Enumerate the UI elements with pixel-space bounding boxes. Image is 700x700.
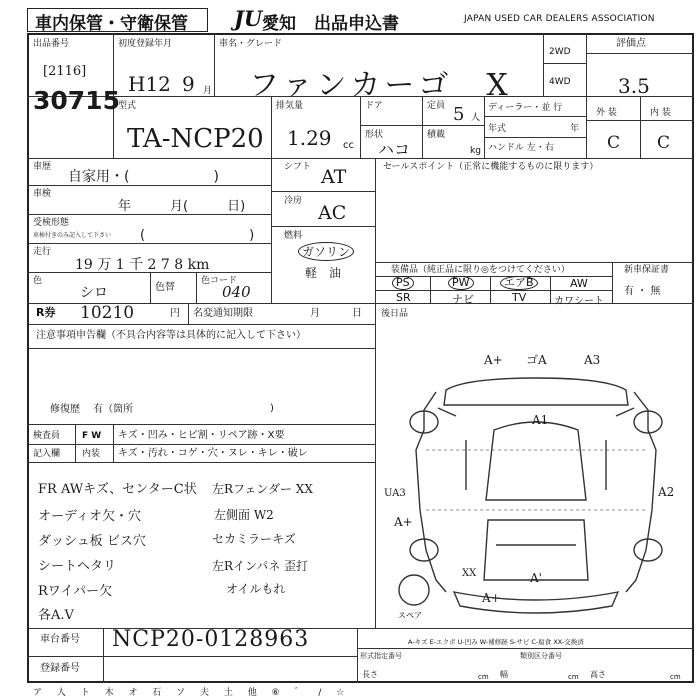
interior-grade: C [657,133,671,153]
shaken-label: 車検 [33,189,52,199]
steering-label: ハンドル 左・右 [488,143,554,153]
recycle-label: R券 [36,306,56,319]
cm-1: cm [478,673,489,681]
displacement-value: 1.29 [287,126,332,150]
length-label: 長さ [362,670,378,679]
equip-airbag: エアB [500,276,538,290]
receiving-label: 受検形態 [33,218,70,228]
color-code-value: 040 [222,283,251,301]
naiso-label: 内装 [82,449,101,459]
model-code: TA-NCP20 [127,124,264,154]
left-mirror [438,408,456,416]
car-body-left [416,392,446,592]
name-change-label: 名変通知期限 [193,308,253,319]
load-label: 積載 [427,130,446,140]
footer-chars: ア 人 ト 木 オ 石 ソ 夫 土 他 ⑥ ゛ ∕ ☆ [33,688,351,698]
color-code-label: 色コード [201,276,238,286]
receiving-value: ( ) [140,228,255,243]
doors-value: 5 [453,104,465,125]
load-unit: kg [470,146,481,156]
shift-label: シフト [284,162,312,172]
fuel-diesel: 軽 油 [305,266,342,280]
wheel-rl [410,539,438,561]
body-shape-label: 形状 [365,130,384,140]
equip-tv: TV [512,291,527,304]
exterior-grade: C [607,133,621,153]
recycle-unit: 円 [170,308,180,319]
entry-label: 記入欄 [33,449,61,459]
drive-2wd: 2WD [549,47,571,57]
capacity-label: 定員 [427,101,446,111]
model-grade-label: 車名・グレード [219,39,283,49]
equip-pw: PW [448,276,474,290]
shaken-value: 年 月( 日) [118,199,246,214]
ju-logo: JU [234,6,263,31]
fw-label: F W [82,431,102,441]
model-code-label: 型式 [118,101,137,111]
drive-4wd: 4WD [549,77,571,87]
note-1: FR AWキズ、センターC状 [38,482,197,497]
equip-navi: ナビ [452,293,474,306]
car-diagram [376,330,694,630]
chassis-label: 車台番号 [40,634,80,645]
equip-kawaseat: カワシート [554,296,604,307]
car-rear-bumper [454,592,618,613]
note-6: 各A.V [38,608,74,623]
first-reg-label: 初度登録年月 [118,39,173,49]
lot-code: [2116] [43,64,87,79]
ac-value: AC [318,202,347,224]
note-3: ダッシュ板 ビス穴 [38,534,146,549]
score: 3.5 [618,74,650,98]
note-r5: オイルもれ [226,582,286,596]
interior-label: 内 装 [650,108,671,118]
wheel-rr [634,539,662,561]
mark-top-a3: A3 [584,353,601,367]
color-value: シロ [80,285,108,301]
fuel-gas: ガソリン [298,242,354,261]
mark-right-a2: A2 [658,485,675,499]
brand-name: 愛知 [262,14,296,34]
damage-legend: A-キズ E-エクボ U-凹み W-補修跡 S-サビ C-腐食 XX-交換済 [408,638,584,646]
nc-day: 日 [352,308,362,319]
class-no-label: 類別区分番号 [520,652,562,660]
mark-left-a1: A+ [394,515,413,529]
recycle-amount: 10210 [80,303,135,323]
new-warranty-label: 新車保証書 [624,265,670,275]
mark-center: A1 [532,413,549,427]
history-label: 車歴 [33,162,52,172]
equip-ps: PS [392,276,414,290]
rating-label: 評価点 [616,38,646,49]
equip-aw: AW [570,277,588,290]
mark-top-u: ゴA [526,353,547,367]
car-name: ファンカーゴ X [249,68,512,103]
form-spec-label: 形式指定番号 [360,652,402,660]
dealer-label: ディーラー・並 行 [488,103,563,113]
note-r1: 左Rフェンダー XX [212,482,313,496]
sales-point-label: セールスポイント（正常に機能するものに限ります） [383,162,599,172]
chassis-value: NCP20-0128963 [112,627,310,652]
right-mirror [616,408,634,416]
mark-top-a: A+ [484,353,503,367]
equip-sr: SR [396,291,411,304]
displacement-unit: cc [343,140,354,151]
car-body-right [626,392,656,592]
mileage-value: 19 万 1 千 2 7 8 km [75,257,210,273]
notes-label: 注意事項申告欄（不具合内容等は具体的に記入して下さい） [36,330,306,341]
storage-title: 車内保管・守衛保管 [35,14,188,34]
height-label: 高さ [590,670,606,679]
doors-label: ドア [365,101,383,111]
year-unit: 年 [570,124,580,134]
note-r3: セカミラーキズ [212,532,296,546]
sheet-title: 出品申込書 [314,14,399,34]
equipment-label: 装備品（純正品に限り◎をつけてください） [391,265,570,275]
car-front-outline [444,378,628,405]
displacement-label: 排気量 [276,101,304,111]
capacity-unit: 人 [471,113,481,123]
mark-left-ua3: UA3 [384,488,406,499]
note-r4: 左Rインパネ 歪打 [212,559,309,573]
exterior-label: 外 装 [596,108,617,118]
inspector-label: 検査員 [33,431,61,441]
receiving-note: 車検付きのみ記入して下さい [33,232,112,239]
cm-2: cm [568,673,579,681]
warranty-options: 有 ・ 無 [624,286,661,297]
body-shape-value: ハコ [378,140,411,159]
shift-value: AT [321,166,347,188]
model-year-label: 年式 [488,124,507,134]
mark-rear-a: A' [530,571,542,585]
nc-month: 月 [310,308,320,319]
spare-tire [399,575,429,605]
note-4: シートヘタリ [38,559,117,574]
mileage-label: 走行 [33,247,52,257]
spare-label: スペア [398,611,422,620]
rear-item-label: 後日品 [381,309,409,319]
lot-number-label: 出品番号 [33,39,70,49]
fuel-label: 燃料 [284,231,303,241]
reg-year: H12 [128,72,171,96]
cm-3: cm [670,673,681,681]
reg-no-label: 登録番号 [40,663,80,674]
width-label: 幅 [500,670,508,679]
note-r2: 左側面 W2 [214,508,274,522]
color-change-label: 色替 [155,282,175,293]
lot-no: 30715 [33,86,120,115]
ac-label: 冷房 [284,196,303,206]
exterior-row: キズ・凹み・ヒビ割・リペア跡・X要 [118,430,285,441]
history-value: 自家用・( ) [68,169,219,185]
note-2: オーディオ欠・穴 [38,509,141,524]
mark-rear-xx: XX [462,568,477,579]
association-name: JAPAN USED CAR DEALERS ASSOCIATION [464,14,655,24]
interior-row: キズ・汚れ・コゲ・穴・ヌレ・キレ・破レ [118,448,308,459]
note-5: Rワイパー欠 [38,584,113,599]
mark-rear-a2: A+ [482,591,501,605]
reg-month-suffix: 月 [203,86,213,96]
color-label: 色 [33,276,43,286]
repair-history: 修復歴 有（箇所 [50,404,134,415]
car-roof [486,422,586,500]
reg-month: 9 [182,72,195,96]
